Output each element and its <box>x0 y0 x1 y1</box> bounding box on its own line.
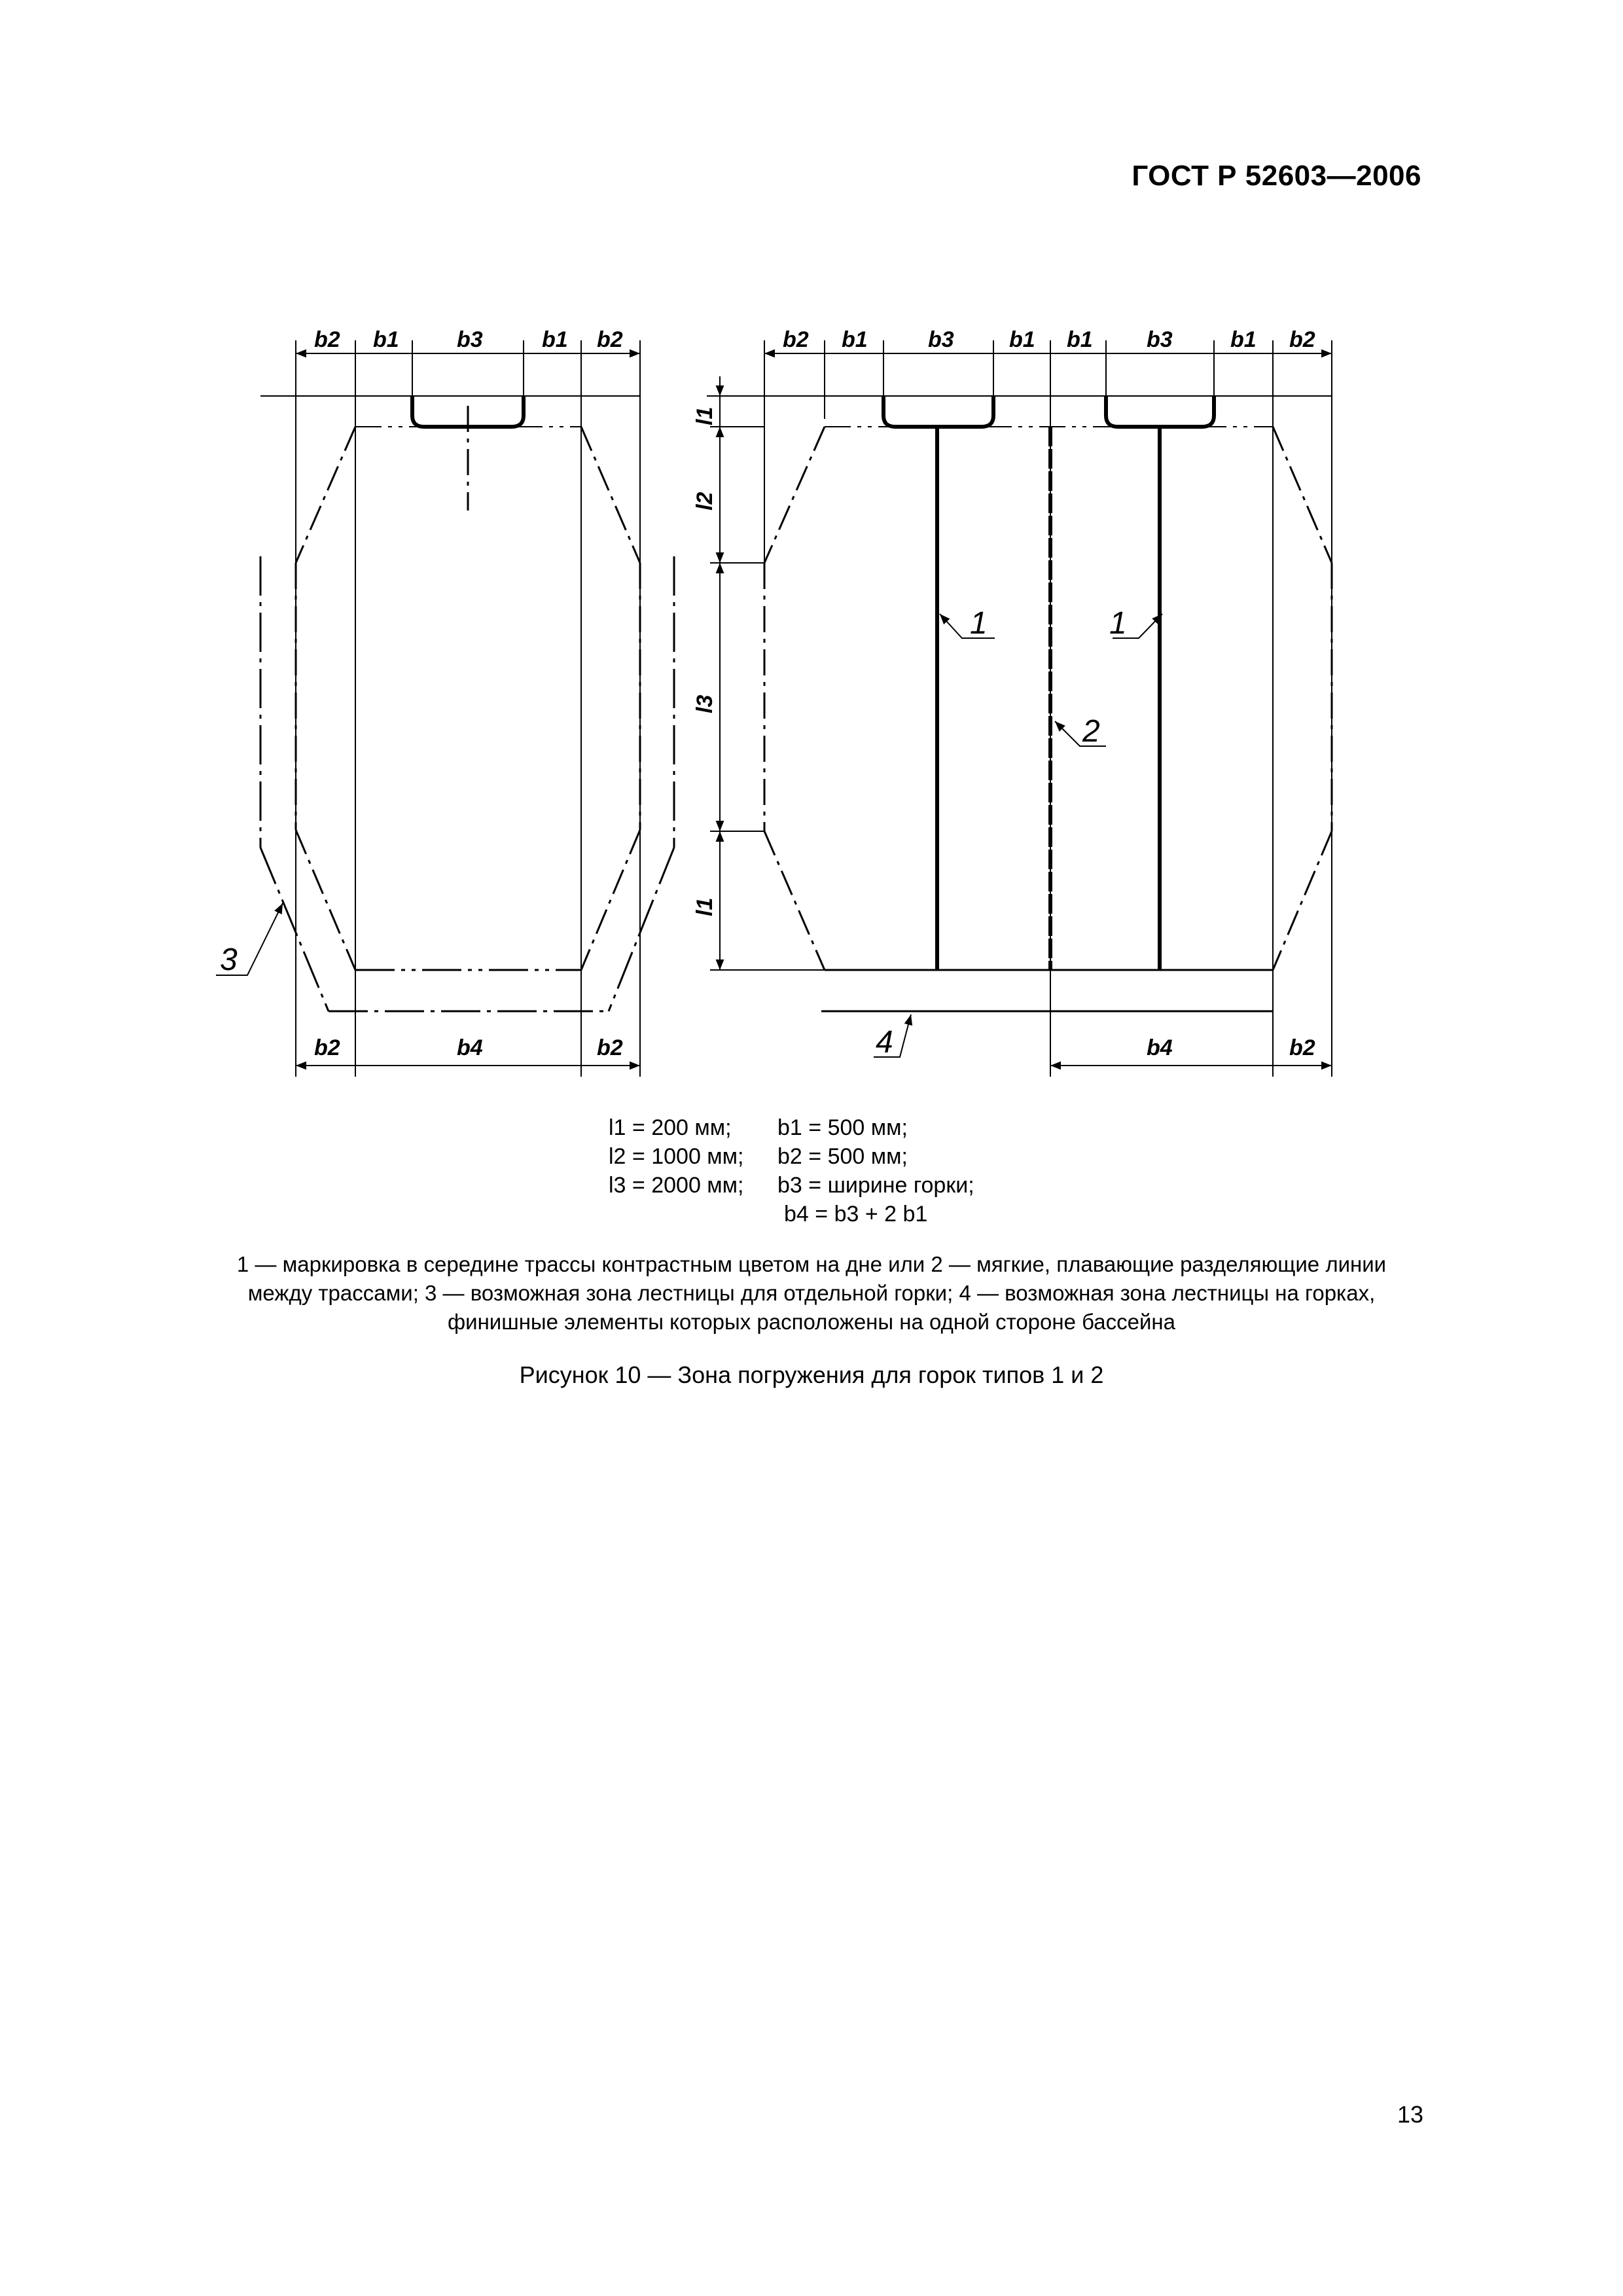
key-line: 1 — маркировка в середине трассы контрастным цветом на дне или 2 — мягкие, плавающие разделяющие линии <box>236 1252 1387 1276</box>
figure-caption: Рисунок 10 — Зона погружения для горок типов 1 и 2 <box>519 1361 1104 1388</box>
dim-label-b1: b1 <box>1009 327 1035 352</box>
figure-key <box>183 1250 1440 1336</box>
dim-label-b1: b1 <box>842 327 868 352</box>
legend-l3: l3 = 2000 мм; <box>609 1173 744 1198</box>
callout-3: 3 <box>220 942 238 977</box>
legend-b2: b2 = 500 мм; <box>777 1144 908 1169</box>
dim-label-b1: b1 <box>1230 327 1257 352</box>
dim-label-b3: b3 <box>928 327 954 352</box>
dim-label-b3: b3 <box>1147 327 1173 352</box>
dim-label-b2: b2 <box>1289 1035 1315 1060</box>
legend-b3: b3 = ширине горки; <box>777 1173 974 1198</box>
legend-l2: l2 = 1000 мм; <box>609 1144 744 1169</box>
dim-label-b2: b2 <box>783 327 809 352</box>
callout-4: 4 <box>876 1025 893 1060</box>
figure-10-diagram <box>0 0 1623 1113</box>
dim-label-b1: b1 <box>542 327 568 352</box>
dim-label-b1: b1 <box>373 327 399 352</box>
dim-label-b2: b2 <box>597 327 623 352</box>
document-header: ГОСТ Р 52603—2006 <box>1132 160 1421 192</box>
page-number: 13 <box>1397 2101 1423 2128</box>
callout-1: 1 <box>1109 606 1127 641</box>
dim-label-b3: b3 <box>457 327 483 352</box>
legend-l1: l1 = 200 мм; <box>609 1115 732 1140</box>
dim-label-b1: b1 <box>1067 327 1093 352</box>
callout-2: 2 <box>1082 714 1100 749</box>
legend-b1: b1 = 500 мм; <box>777 1115 908 1140</box>
dim-label-l3: l3 <box>692 694 717 713</box>
callout-1: 1 <box>970 606 988 641</box>
dim-label-l1: l1 <box>692 406 717 425</box>
legend-b4: b4 = b3 + 2 b1 <box>784 1202 928 1227</box>
dim-label-l2: l2 <box>692 492 717 511</box>
dim-label-b2: b2 <box>314 1035 340 1060</box>
dim-label-l1: l1 <box>692 897 717 916</box>
dim-label-b2: b2 <box>314 327 340 352</box>
key-line: финишные элементы которых расположены на одной стороне бассейна <box>447 1310 1175 1334</box>
key-line: между трассами; 3 — возможная зона лестницы для отдельной горки; 4 — возможная зона лестницы на горках, <box>247 1281 1376 1305</box>
dim-label-b4: b4 <box>1147 1035 1173 1060</box>
dim-label-b4: b4 <box>457 1035 483 1060</box>
dim-label-b2: b2 <box>597 1035 623 1060</box>
dim-label-b2: b2 <box>1289 327 1315 352</box>
